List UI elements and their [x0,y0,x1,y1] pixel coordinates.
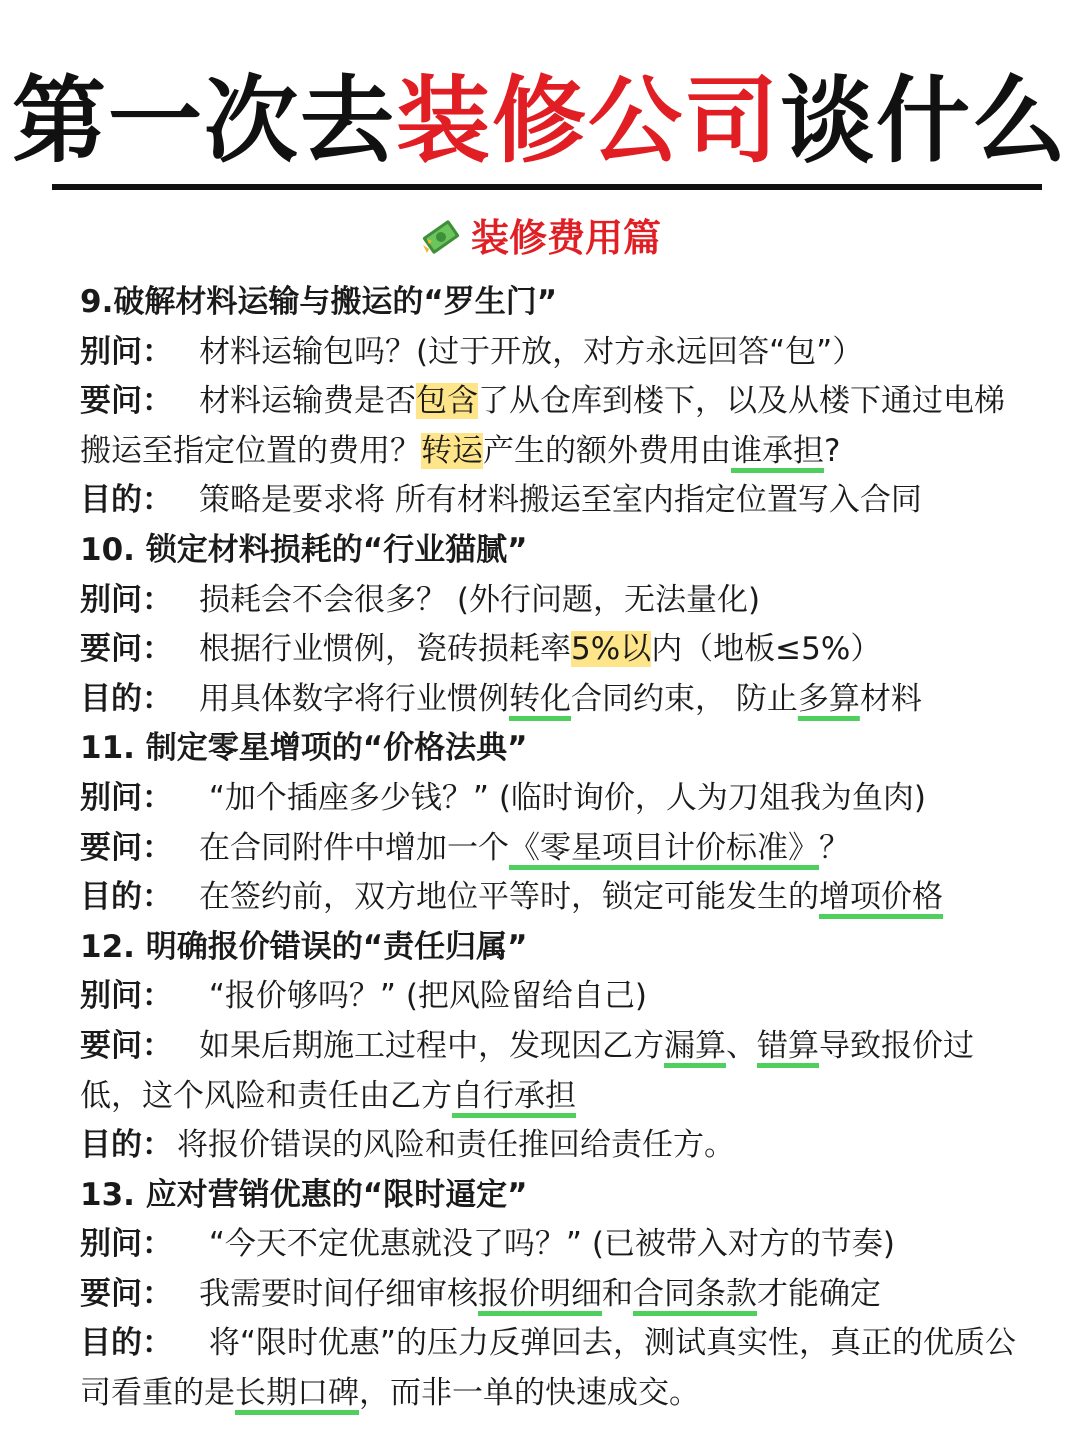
section-header [0,208,1080,268]
item-13-purpose-text-b: ，而非一单的快速成交。 [359,1375,700,1412]
item-13-ask-text-b: 和 [602,1275,633,1312]
purpose-label: 目的： [80,482,173,519]
purpose-label: 目的： [80,879,173,916]
item-9-ask-text-c: 产生的额外费用由 [483,432,731,469]
item-12-dont-ask [80,972,1020,1022]
item-12-ask-text-b: 、 [726,1027,757,1064]
dont-ask-label: 别问： [80,1226,173,1263]
item-9-underline: 谁承担 [731,432,824,469]
item-13-underline-1: 报价明细 [478,1275,602,1312]
item-12-purpose [80,1121,1020,1171]
item-13-purpose-text-a: 将“限时优惠”的压力反弹回去，测试真实性，真正的优质公司看重的是 [80,1325,1016,1412]
item-10-highlight: 5%以 [571,631,652,668]
item-13-ask-text-a: 我需要时间仔细审核 [199,1275,478,1312]
item-9-ask-text-d: ? [824,432,841,469]
item-13-dont-ask [80,1220,1020,1270]
item-9-dont-ask-text: 材料运输包吗？(过于开放，对方永远回答“包”） [199,333,864,370]
item-9-heading: 9.破解材料运输与搬运的“罗生门” [80,284,558,320]
item-13-heading: 13. 应对营销优惠的“限时逼定” [80,1176,528,1213]
item-11-dont-ask-text: “加个插座多少钱？” (临时询价，人为刀俎我为鱼肉) [199,779,927,816]
title-part-2: 装修公司 [395,67,780,176]
item-9-purpose-text: 策略是要求将 所有材料搬运至室内指定位置写入合同 [199,482,922,519]
item-12-underline-1: 漏算 [664,1027,726,1064]
item-12-heading: 12. 明确报价错误的“责任归属” [80,928,528,965]
item-10-ask-text-a: 根据行业惯例，瓷砖损耗率 [199,631,571,668]
title-part-1: 第一次去 [11,67,396,176]
dont-ask-label: 别问： [80,779,173,816]
item-13-dont-ask-text: “今天不定优惠就没了吗？” (已被带入对方的节奏) [199,1226,896,1263]
title-divider [52,184,1042,190]
item-11-ask-text-b: ？ [819,829,850,866]
dont-ask-label: 别问： [80,333,173,370]
item-11-ask-text-a: 在合同附件中增加一个 [199,829,509,866]
ask-label: 要问： [80,1275,173,1312]
purpose-label: 目的： [80,1127,173,1164]
item-10-purpose-text-c: 材料 [859,680,922,717]
item-11-purpose [80,873,1020,923]
page-title [0,62,1080,182]
content [80,278,1020,1419]
item-10-ask [80,625,1020,675]
item-9-highlight-2: 转运 [421,432,483,469]
item-9-ask-text-b: 了从仓库到楼下，以及从楼下通过电梯搬运至指定位置的费用？ [80,383,1005,469]
item-9-ask-text-a: 材料运输费是否 [199,383,416,420]
item-12-purpose-text: 将报价错误的风险和责任推回给责任方。 [177,1127,735,1164]
item-9-ask [80,377,1020,476]
item-10-purpose [80,675,1020,725]
item-9-highlight-1: 包含 [416,383,478,420]
item-9-purpose [80,476,1020,526]
item-10-purpose-text-a: 用具体数字将行业惯例 [199,680,509,717]
item-11-ask [80,824,1020,874]
item-10-dont-ask-text: 损耗会不会很多？ (外行问题，无法量化) [199,581,761,618]
section-label: 装修费用篇 [470,216,661,260]
item-10-dont-ask [80,576,1020,626]
ask-label: 要问： [80,1027,173,1064]
item-13-purpose-underline: 长期口碑 [235,1375,359,1412]
item-12-ask-text-c: 导致报价过低，这个风险和责任由乙方 [80,1027,974,1114]
dont-ask-label: 别问： [80,978,173,1015]
ask-label: 要问： [80,631,173,668]
item-12-ask [80,1022,1020,1121]
item-13-purpose [80,1319,1020,1418]
money-icon [419,215,463,259]
item-12-underline-2: 错算 [757,1027,819,1064]
item-10-underline-1: 转化 [509,680,571,717]
dont-ask-label: 别问： [80,581,173,618]
ask-label: 要问： [80,383,173,420]
item-12-underline-3: 自行承担 [452,1077,576,1114]
item-11-heading: 11. 制定零星增项的“价格法典” [80,730,528,767]
title-part-3: 谈什么 [780,67,1069,176]
item-11-underline: 《零星项目计价标准》 [509,829,819,866]
item-12-dont-ask-text: “报价够吗？” (把风险留给自己) [199,978,648,1015]
item-13-ask [80,1270,1020,1320]
item-13-ask-text-c: 才能确定 [757,1275,881,1312]
purpose-label: 目的： [80,680,173,717]
item-10-heading: 10. 锁定材料损耗的“行业猫腻” [80,531,528,568]
item-12-ask-text-a: 如果后期施工过程中，发现因乙方 [199,1027,664,1064]
item-11-purpose-text-a: 在签约前，双方地位平等时，锁定可能发生的 [199,879,819,916]
item-11-dont-ask [80,774,1020,824]
ask-label: 要问： [80,829,173,866]
item-10-purpose-text-b: 合同约束， 防止 [571,680,798,717]
item-10-underline-2: 多算 [797,680,860,717]
item-11-purpose-underline: 增项价格 [819,879,943,916]
item-10-ask-text-b: 内（地板≤5%） [651,631,882,668]
purpose-label: 目的： [80,1325,173,1362]
item-9-dont-ask [80,328,1020,378]
item-13-underline-2: 合同条款 [633,1275,757,1312]
